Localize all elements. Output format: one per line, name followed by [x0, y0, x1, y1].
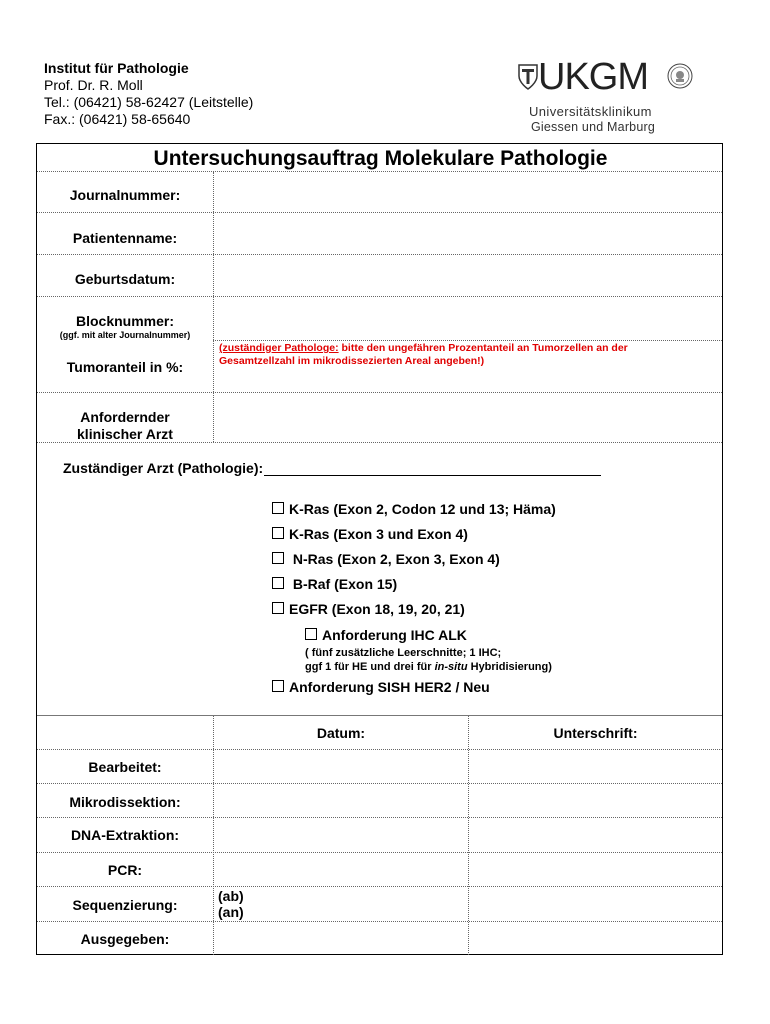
row-divider — [37, 852, 722, 853]
shield-icon — [518, 64, 538, 90]
step-processed: Bearbeitet: — [88, 759, 162, 775]
step-dna-extraction: DNA-Extraktion: — [70, 827, 180, 843]
option-kras-exon2[interactable] — [272, 501, 556, 517]
responsible-physician-row — [63, 460, 601, 476]
form-title: Untersuchungsauftrag Molekulare Pathologie — [153, 147, 608, 170]
logo-line-2: Giessen und Marburg — [531, 120, 656, 134]
step-sequencing: Sequenzierung: — [72, 897, 178, 913]
option-egfr[interactable] — [272, 601, 465, 617]
checkbox[interactable] — [272, 527, 284, 539]
tumor-share-instruction — [219, 342, 699, 368]
tumor-share-instruction-text: bitte den ungefähren Prozentanteil an Tumorzellen an der Gesamtzellzahl im mikrodissezierten Areal angeben!) — [219, 342, 628, 367]
responsible-physician-label: Zuständiger Arzt (Pathologie): — [63, 460, 264, 476]
label-birth-date: Geburtsdatum: — [74, 271, 176, 287]
row-divider — [37, 886, 722, 887]
ukgm-logo — [516, 58, 696, 138]
block-number-note: (ggf. mit alter Journalnummer) — [59, 330, 191, 340]
step-issued: Ausgegeben: — [80, 931, 170, 947]
option-label: K-Ras (Exon 3 und Exon 4) — [289, 526, 468, 542]
option-nras[interactable] — [272, 551, 500, 567]
processed-date-cell[interactable] — [214, 750, 468, 783]
processed-signature-cell[interactable] — [469, 750, 722, 783]
tumor-share-field[interactable] — [214, 370, 722, 392]
ihc-alk-note — [305, 646, 552, 674]
order-form — [36, 143, 723, 955]
label-requesting-physician-2: klinischer Arzt — [77, 426, 173, 442]
step-pcr: PCR: — [107, 862, 143, 878]
label-requesting-physician-1: Anfordernder — [80, 409, 170, 425]
option-label: Anforderung IHC ALK — [322, 627, 467, 643]
section-divider — [37, 715, 722, 716]
column-signature: Unterschrift: — [553, 725, 638, 741]
fax-number: Fax.: (06421) 58-65640 — [44, 111, 191, 127]
patient-name-field[interactable] — [214, 213, 722, 254]
ihc-note-line-2-start: ggf 1 für HE und drei für — [305, 661, 435, 673]
option-sish-her2[interactable] — [272, 679, 490, 695]
option-label: Anforderung SISH HER2 / Neu — [289, 679, 490, 695]
label-journal-number: Journalnummer: — [69, 187, 181, 203]
university-seal-icon — [667, 63, 693, 89]
checkbox[interactable] — [272, 552, 284, 564]
row-divider — [213, 340, 722, 341]
option-kras-exon3-4[interactable] — [272, 526, 468, 542]
label-patient-name: Patientenname: — [72, 230, 178, 246]
label-block-number: Blocknummer: — [75, 313, 175, 329]
option-ihc-alk[interactable] — [305, 627, 467, 643]
option-braf[interactable] — [272, 576, 397, 592]
checkbox[interactable] — [272, 502, 284, 514]
row-divider — [37, 817, 722, 818]
option-label: EGFR (Exon 18, 19, 20, 21) — [289, 601, 465, 617]
requesting-physician-field[interactable] — [214, 393, 722, 442]
block-number-field[interactable] — [214, 297, 722, 340]
phone-number: Tel.: (06421) 58-62427 (Leitstelle) — [44, 94, 254, 110]
ihc-note-in-situ: in-situ — [434, 661, 468, 673]
institute-header — [44, 60, 253, 128]
option-label: B-Raf (Exon 15) — [289, 576, 398, 592]
checkbox[interactable] — [272, 602, 284, 614]
responsible-pathologist-note: (zuständiger Pathologe: — [219, 342, 339, 354]
row-divider — [37, 442, 722, 443]
ihc-note-line-2-end: Hybridisierung) — [467, 661, 552, 673]
logo-wordmark: UKGM — [538, 56, 648, 98]
logo-line-1: Universitätsklinikum — [529, 104, 652, 119]
sequencing-from: (ab) — [218, 888, 244, 904]
ihc-note-line-1: ( fünf zusätzliche Leerschnitte; 1 IHC; — [305, 647, 502, 659]
professor-name: Prof. Dr. R. Moll — [44, 77, 143, 93]
checkbox[interactable] — [272, 680, 284, 692]
option-label: N-Ras (Exon 2, Exon 3, Exon 4) — [289, 551, 500, 567]
checkbox[interactable] — [272, 577, 284, 589]
option-label: K-Ras (Exon 2, Codon 12 und 13; Häma) — [289, 501, 556, 517]
journal-number-field[interactable] — [214, 172, 722, 212]
sequencing-date-note — [218, 888, 244, 920]
step-microdissection: Mikrodissektion: — [69, 794, 181, 810]
ihc-note-line-2 — [305, 660, 552, 674]
row-divider — [37, 921, 722, 922]
birth-date-field[interactable] — [214, 255, 722, 296]
label-tumor-share: Tumoranteil in %: — [66, 359, 184, 375]
responsible-physician-input[interactable] — [264, 461, 601, 476]
column-date: Datum: — [316, 725, 366, 741]
sequencing-to: (an) — [218, 904, 244, 920]
checkbox[interactable] — [305, 628, 317, 640]
institute-name: Institut für Pathologie — [44, 60, 189, 76]
row-divider — [37, 783, 722, 784]
